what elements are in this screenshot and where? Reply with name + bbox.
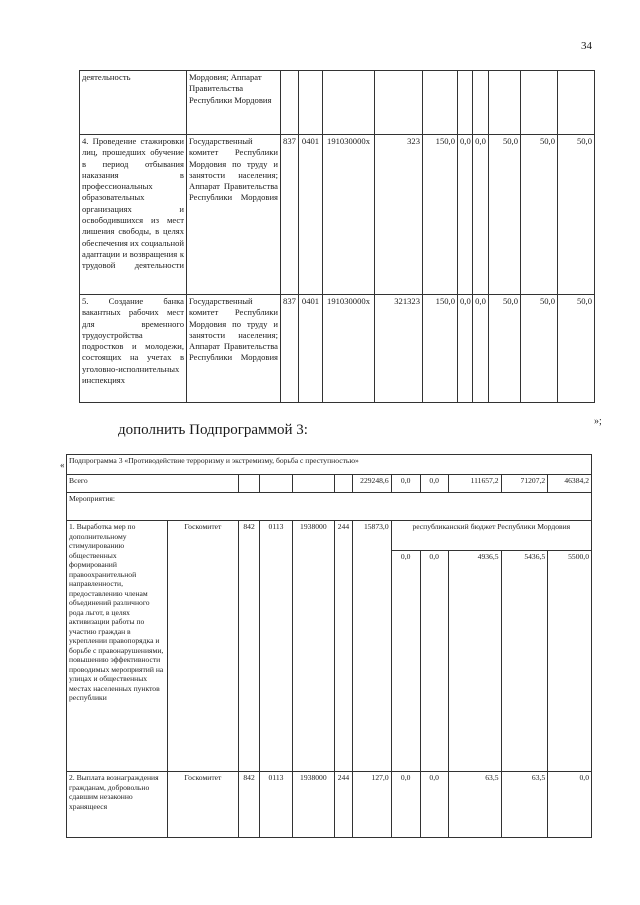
year-cell: 0,0 xyxy=(473,135,489,295)
total-value: 0,0 xyxy=(420,475,448,493)
year-cell: 4936,5 xyxy=(448,551,501,772)
event-name-cell: деятельность xyxy=(80,71,187,135)
year-cell: 0,0 xyxy=(420,551,448,772)
vr-cell: 244 xyxy=(334,772,353,838)
event-name-cell: 1. Выработка мер по дополнительному стимулированию общественных формирований правоохранительной направленности, предоставлению членам объединений различного рода льгот, в целях активизации работы по участию граждан в укреплении правопорядка и борьбе с правонарушениями, повышению эффективности проводимых мероприятий на улицах и общественных местах населенных пунктов республики xyxy=(67,521,168,772)
year-cell: 0,0 xyxy=(473,295,489,403)
table-row xyxy=(80,135,595,295)
total-sum: 229248,6 xyxy=(353,475,391,493)
page-number: 34 xyxy=(581,40,592,52)
rzpr-cell: 0113 xyxy=(259,521,292,772)
vr-cell: 244 xyxy=(334,521,353,772)
table-row xyxy=(67,772,592,838)
closing-quote: »; xyxy=(594,416,602,427)
csr-cell: 191030000х xyxy=(323,295,375,403)
table-row xyxy=(80,295,595,403)
events-label: Мероприятия: xyxy=(67,493,592,521)
total-cell: 150,0 xyxy=(423,135,458,295)
grbs-cell: 837 xyxy=(281,135,299,295)
event-name-cell: 4. Проведение стажировки лиц, прошедших обучение в период отбывания наказания в профессиональных образовательных организациях и освободившихся из мест лишения свободы, в целях обеспечения их социальной адаптации и возвращения к трудовой деятельности xyxy=(80,135,187,295)
year-cell: 5436,5 xyxy=(501,551,548,772)
rzpr-cell: 0113 xyxy=(259,772,292,838)
event-name-cell: 5. Создание банка вакантных рабочих мест для временного трудоустройства подростков и молодежи, состоящих на учетах в уголовно-исполнительных инспекциях xyxy=(80,295,187,403)
total-cell: 150,0 xyxy=(423,295,458,403)
sum-cell: 15873,0 xyxy=(353,521,391,772)
year-cell: 0,0 xyxy=(458,295,473,403)
csr-cell: 1938000 xyxy=(293,521,334,772)
year-cell: 0,0 xyxy=(391,551,420,772)
executor-cell: Мордовия; Аппарат Правительства Республики Мордовия xyxy=(187,71,281,135)
rzpr-cell: 0401 xyxy=(299,295,323,403)
year-cell: 50,0 xyxy=(521,295,558,403)
subprogram-title: Подпрограмма 3 «Противодействие терроризму и экстремизму, борьба с преступностью» xyxy=(67,455,592,475)
grbs-cell: 842 xyxy=(239,772,260,838)
year-cell: 0,0 xyxy=(458,135,473,295)
table-row xyxy=(67,475,592,493)
year-cell: 0,0 xyxy=(420,772,448,838)
grbs-cell: 837 xyxy=(281,295,299,403)
sum-cell: 127,0 xyxy=(353,772,391,838)
year-cell: 63,5 xyxy=(448,772,501,838)
year-cell: 50,0 xyxy=(521,135,558,295)
year-cell: 0,0 xyxy=(548,772,592,838)
subprogram-3-table xyxy=(66,454,592,838)
year-cell: 50,0 xyxy=(489,295,521,403)
subprogram-2-table xyxy=(79,70,595,403)
grbs-cell: 842 xyxy=(239,521,260,772)
csr-cell: 1938000 xyxy=(293,772,334,838)
year-cell: 50,0 xyxy=(489,135,521,295)
csr-cell: 191030000х xyxy=(323,135,375,295)
total-label: Всего xyxy=(67,475,239,493)
event-name-cell: 2. Выплата вознаграждения гражданам, добровольно сдавшим незаконно хранящееся xyxy=(67,772,168,838)
total-value: 46384,2 xyxy=(548,475,592,493)
executor-cell: Госкомитет xyxy=(167,521,239,772)
executor-cell: Госкомитет xyxy=(167,772,239,838)
budget-source: республиканский бюджет Республики Мордовия xyxy=(391,521,591,551)
total-value: 111657,2 xyxy=(448,475,501,493)
table-row xyxy=(67,493,592,521)
table-row xyxy=(80,71,595,135)
section-heading: дополнить Подпрограммой 3: xyxy=(118,422,308,438)
year-cell: 50,0 xyxy=(558,295,595,403)
opening-quote: « xyxy=(60,460,65,470)
year-cell: 0,0 xyxy=(391,772,420,838)
year-cell: 50,0 xyxy=(558,135,595,295)
table-row xyxy=(67,455,592,475)
table-row xyxy=(67,521,592,551)
total-value: 71207,2 xyxy=(501,475,548,493)
rzpr-cell: 0401 xyxy=(299,135,323,295)
executor-cell: Государственный комитет Республики Мордовия по труду и занятости населения; Аппарат Правительства Республики Мордовия xyxy=(187,135,281,295)
year-cell: 63,5 xyxy=(501,772,548,838)
vr-cell: 323 xyxy=(375,135,423,295)
year-cell: 5500,0 xyxy=(548,551,592,772)
total-value: 0,0 xyxy=(391,475,420,493)
vr-cell: 321323 xyxy=(375,295,423,403)
executor-cell: Государственный комитет Республики Мордовия по труду и занятости населения; Аппарат Правительства Республики Мордовия xyxy=(187,295,281,403)
